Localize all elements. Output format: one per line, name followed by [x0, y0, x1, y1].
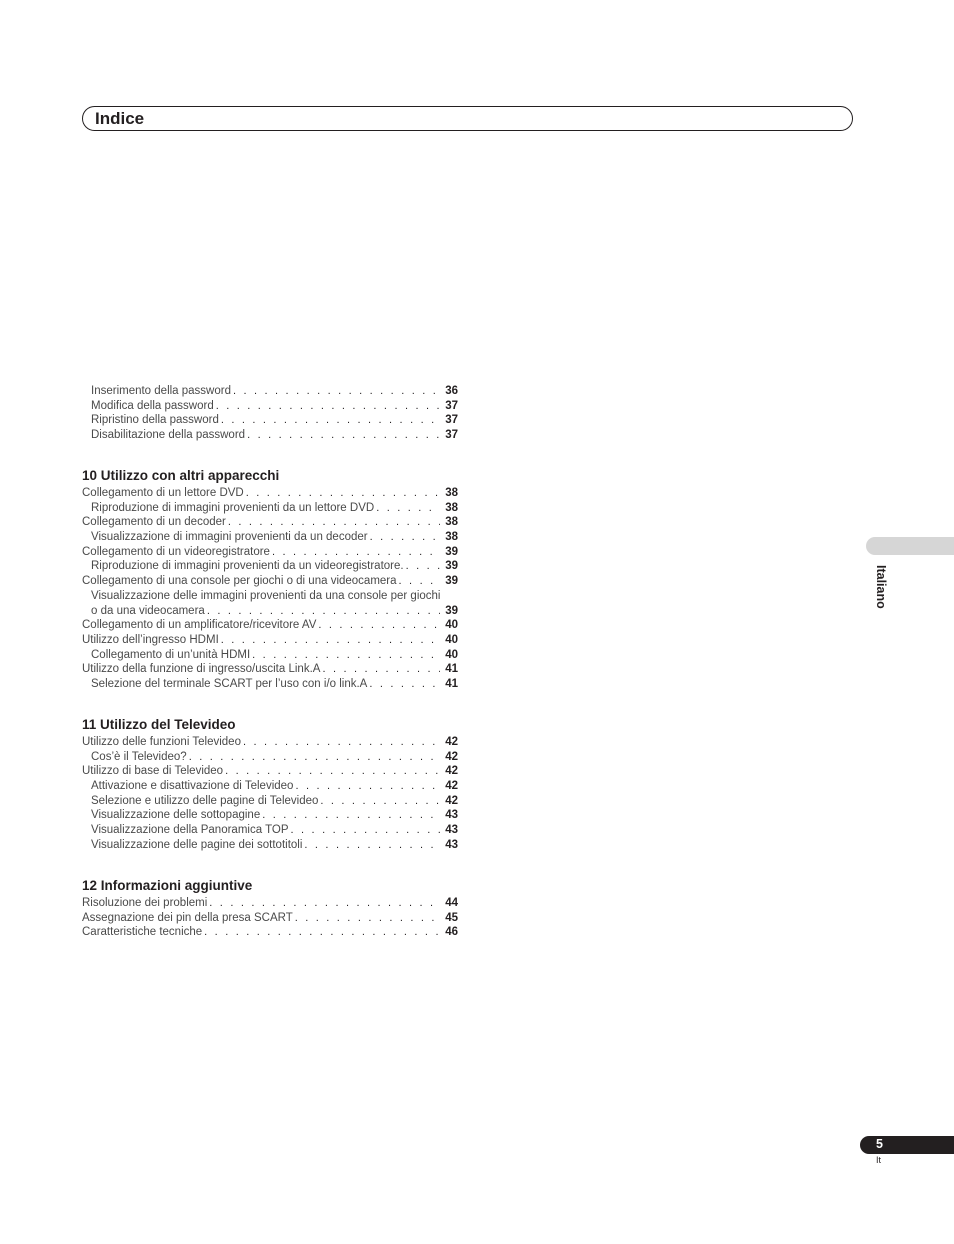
toc-entry[interactable]: Collegamento di un videoregistratore . . . 39 — [82, 545, 458, 560]
page-language-code: It — [876, 1155, 882, 1165]
toc-section-11 — [82, 735, 458, 853]
toc-entry[interactable]: Attivazione e disattivazione di Televideo . . . 42 — [82, 779, 458, 794]
toc-entry[interactable]: Utilizzo delle funzioni Televideo . . . 42 — [82, 735, 458, 750]
page-number-bar — [860, 1136, 954, 1154]
toc-entry-wrapped-line[interactable]: Visualizzazione delle immagini provenienti da una console per giochi — [91, 589, 441, 602]
page-title: Indice — [95, 109, 145, 128]
toc-entry[interactable]: Inserimento della password . . . 36 — [82, 384, 458, 399]
toc-entry[interactable]: Utilizzo della funzione di ingresso/uscita Link.A . . . 41 — [82, 662, 458, 677]
toc-password-list — [82, 384, 458, 443]
page-header-box — [82, 106, 853, 131]
toc-entry[interactable]: Cos’è il Televideo? . . . 42 — [82, 750, 458, 765]
toc-entry[interactable]: Collegamento di un decoder . . . 38 — [82, 515, 458, 530]
toc-entry[interactable]: Modifica della password . . . 37 — [82, 399, 458, 414]
language-side-tab — [866, 537, 954, 555]
section-10-title: 10 Utilizzo con altri apparecchi — [82, 468, 280, 483]
section-11-title: 11 Utilizzo del Televideo — [82, 717, 236, 732]
toc-entry[interactable]: Collegamento di un’unità HDMI . . . 40 — [82, 648, 458, 663]
toc-entry[interactable]: Visualizzazione di immagini provenienti da un decoder . . . 38 — [82, 530, 458, 545]
toc-entry[interactable]: Utilizzo di base di Televideo . . . 42 — [82, 764, 458, 779]
toc-entry[interactable]: Selezione e utilizzo delle pagine di Televideo . . . 42 — [82, 794, 458, 809]
toc-section-12 — [82, 896, 458, 940]
toc-entry[interactable]: Disabilitazione della password . . . 37 — [82, 428, 458, 443]
toc-entry[interactable]: Risoluzione dei problemi . . . 44 — [82, 896, 458, 911]
toc-entry[interactable]: Collegamento di una console per giochi o di una videocamera . . . 39 — [82, 574, 458, 589]
page-number: 5 — [876, 1137, 883, 1151]
language-label: Italiano — [874, 565, 888, 609]
toc-entry[interactable]: Assegnazione dei pin della presa SCART . . . 45 — [82, 911, 458, 926]
toc-entry[interactable]: o da una videocamera . . . 39 — [82, 604, 458, 619]
toc-entry[interactable]: Riproduzione di immagini provenienti da un lettore DVD . . . 38 — [82, 501, 458, 516]
toc-entry[interactable]: Ripristino della password . . . 37 — [82, 413, 458, 428]
toc-section-10 — [82, 486, 458, 692]
toc-entry[interactable]: Selezione del terminale SCART per l’uso con i/o link.A . . . 41 — [82, 677, 458, 692]
toc-entry[interactable]: Riproduzione di immagini provenienti da un videoregistratore. . . . 39 — [82, 559, 458, 574]
toc-entry[interactable]: Utilizzo dell’ingresso HDMI . . . 40 — [82, 633, 458, 648]
toc-entry[interactable]: Caratteristiche tecniche . . . 46 — [82, 925, 458, 940]
toc-entry[interactable]: Visualizzazione delle pagine dei sottotitoli . . . 43 — [82, 838, 458, 853]
section-12-title: 12 Informazioni aggiuntive — [82, 878, 253, 893]
toc-entry[interactable]: Visualizzazione delle sottopagine . . . 43 — [82, 808, 458, 823]
toc-entry[interactable]: Visualizzazione della Panoramica TOP . . . 43 — [82, 823, 458, 838]
toc-entry[interactable]: Collegamento di un amplificatore/ricevitore AV . . . 40 — [82, 618, 458, 633]
toc-entry[interactable]: Collegamento di un lettore DVD . . . 38 — [82, 486, 458, 501]
